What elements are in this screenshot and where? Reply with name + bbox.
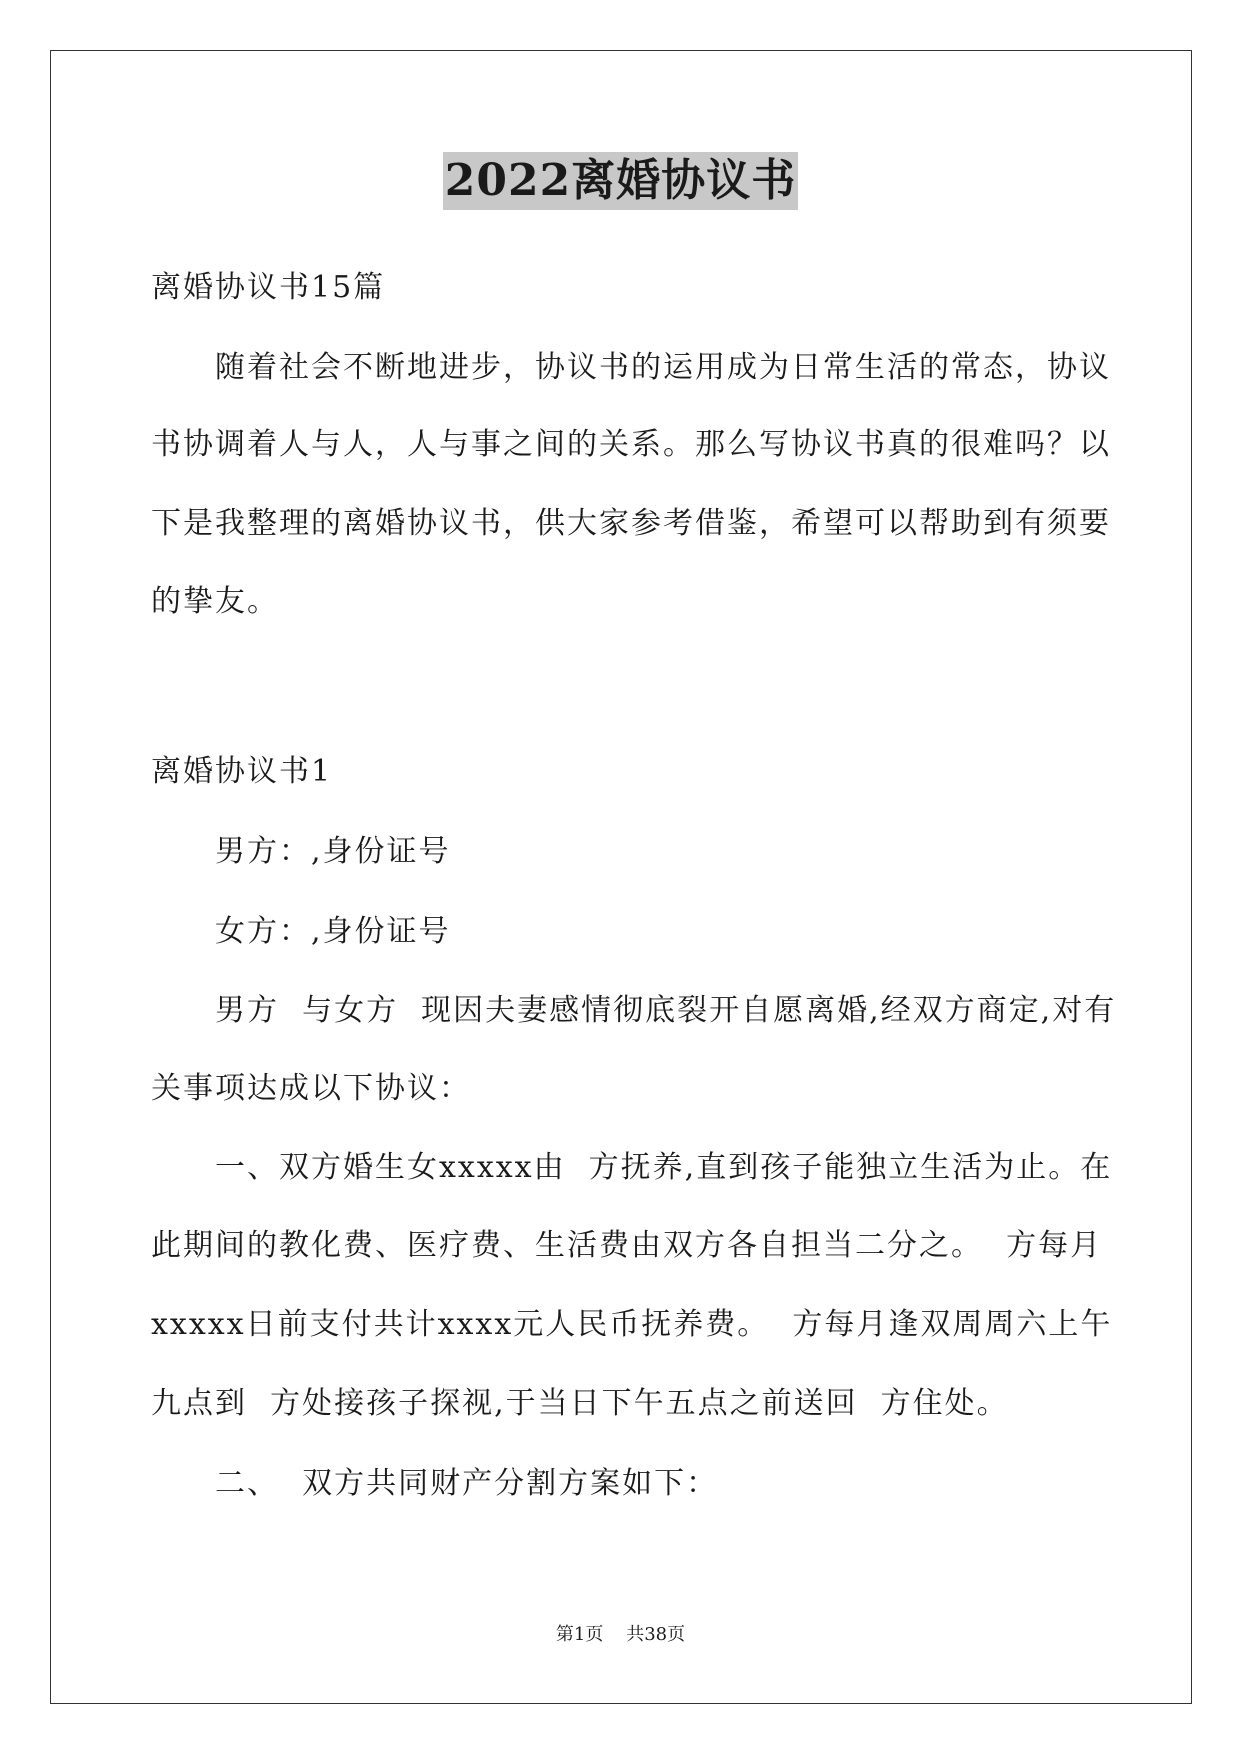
paragraph-line: 的挚友。 [151,584,279,619]
section-heading: 离婚协议书1 [151,754,333,789]
paragraph-line: 九点到 方处接孩子探视,于当日下午五点之前送回 方住处。 [151,1386,1009,1421]
paragraph-line: 下是我整理的离婚协议书，供大家参考借鉴，希望可以帮助到有须要 [151,506,1111,541]
paragraph-line: 男方：,身份证号 [215,834,451,869]
title-container [0,152,1241,210]
paragraph-line: xxxxx日前支付共计xxxx元人民币抚养费。 方每月逢双周周六上午 [151,1307,1113,1342]
paragraph-line: 随着社会不断地进步，协议书的运用成为日常生活的常态，协议 [215,350,1111,385]
paragraph-line: 女方：,身份证号 [215,914,451,949]
page-footer: 第1页 共38页 [555,1624,686,1645]
paragraph-line: 关事项达成以下协议： [151,1071,471,1106]
subtitle-line: 离婚协议书15篇 [151,270,386,305]
paragraph-line: 男方 与女方 现因夫妻感情彻底裂开自愿离婚,经双方商定,对有 [215,993,1117,1028]
paragraph-line: 书协调着人与人，人与事之间的关系。那么写协议书真的很难吗？以 [151,427,1111,462]
paragraph-line: 一、双方婚生女xxxxx由 方抚养,直到孩子能独立生活为止。在 [215,1150,1113,1185]
paragraph-line: 此期间的教化费、医疗费、生活费由双方各自担当二分之。 方每月 [151,1228,1103,1263]
paragraph-line: 二、 双方共同财产分割方案如下： [215,1466,719,1501]
document-title: 2022离婚协议书 [443,152,798,210]
